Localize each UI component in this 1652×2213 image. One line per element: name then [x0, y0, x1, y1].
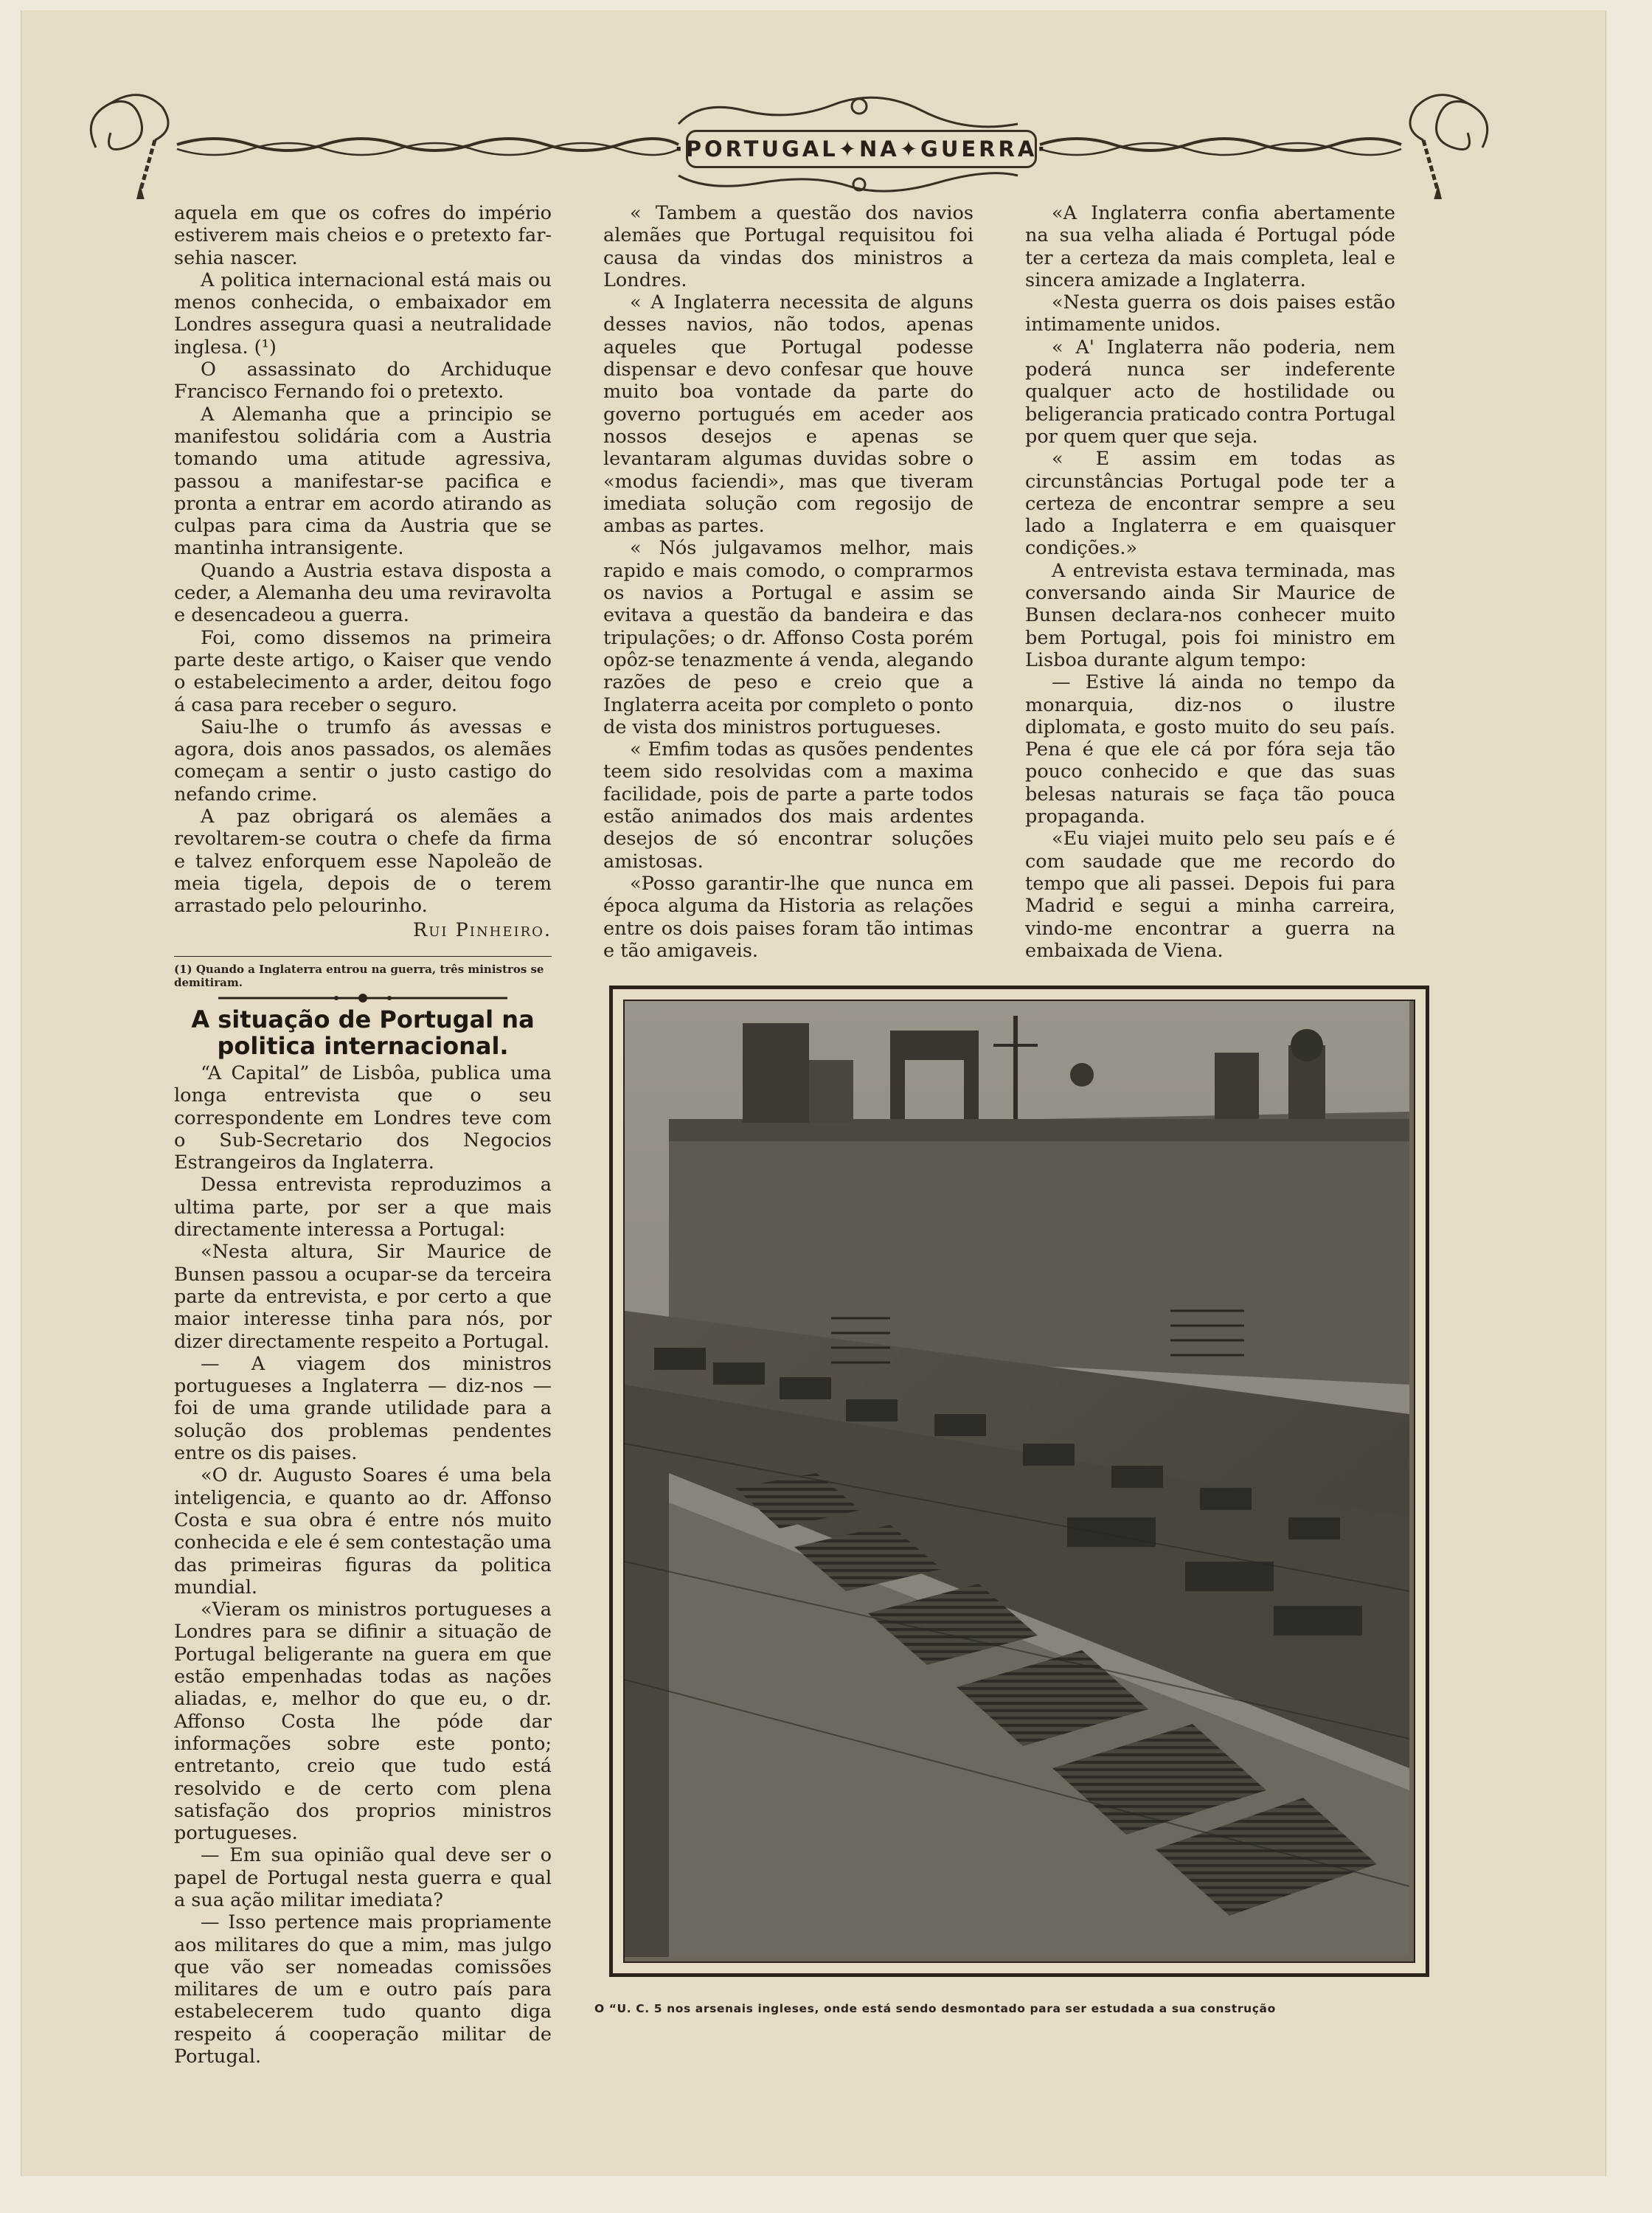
paragraph: «Nesta altura, Sir Maurice de Bunsen passou a ocupar-se da terceira parte da entrevista, e por certo a que maior interesse tinha para nós, por dizer directamente respeito a Portugal. — [174, 1241, 552, 1353]
section-divider — [174, 993, 552, 1003]
paragraph: — Em sua opinião qual deve ser o papel de Portugal nesta guerra e qual a sua ação militar imediata? — [174, 1844, 552, 1911]
paragraph: «A Inglaterra confia abertamente na sua velha aliada é Portugal póde ter a certeza da mais completa, leal e sincera amizade a Inglaterra. — [1025, 202, 1395, 291]
column-1 — [174, 202, 552, 941]
masthead-title: ·PORTUGAL✦NA✦GUERRA· — [674, 136, 1049, 162]
paragraph: « Nós julgavamos melhor, mais rapido e mais comodo, o comprarmos os navios a Portugal e assim se evitava a questão da bandeira e das tripulações; o dr. Affonso Costa porém opôz-se tenazmente á venda, alegando razões de peso e creio que a Inglaterra aceita por completo o ponto de vista dos ministros portugueses. — [603, 537, 974, 738]
column-2 — [603, 202, 974, 962]
paragraph: — Estive lá ainda no tempo da monarquia, diz-nos o ilustre diplomata, e gosto muito do seu país. Pena é que ele cá por fóra seja tão pouco conhecido e que das suas belesas naturais se faça tão pouca propaganda. — [1025, 671, 1395, 828]
paragraph: Dessa entrevista reproduzimos a ultima parte, por ser a que mais directamente interessa a Portugal: — [174, 1174, 552, 1241]
paragraph: « Tambem a questão dos navios alemães que Portugal requisitou foi causa da vindas dos ministros a Londres. — [603, 202, 974, 291]
left-knot — [91, 102, 142, 150]
paragraph: A politica internacional está mais ou menos conhecida, o embaixador em Londres assegura quasi a neutralidade inglesa. (¹) — [174, 269, 552, 359]
paragraph: — Isso pertence mais propriamente aos militares do que a mim, mas julgo que vão ser nomeadas comissões militares de um e outro país para estabelecerem tudo quanto diga respeito á cooperação militar de Portugal. — [174, 1911, 552, 2068]
paragraph: « A' Inglaterra não poderia, nem poderá nunca ser indeferente qualquer acto de hostilidade ou beligerancia praticado contra Portugal por quem quer que seja. — [1025, 336, 1395, 448]
paragraph: « E assim em todas as circunstâncias Portugal pode ter a certeza de encontrar sempre a seu lado a Inglaterra e em quaisquer condições.» — [1025, 448, 1395, 560]
paragraph: aquela em que os cofres do império estiverem mais cheios e o pretexto far-sehia nascer. — [174, 202, 552, 269]
article-body — [174, 1062, 552, 2068]
paragraph: A Alemanha que a principio se manifestou solidária com a Austria tomando uma atitude agressiva, passou a manifestar-se pacifica e pronta a entrar em acordo atirando as culpas para cima da Austria que se mantinha intransigente. — [174, 403, 552, 560]
photo-illustration — [625, 1001, 1409, 1957]
paragraph: A entrevista estava terminada, mas conversando ainda Sir Maurice de Bunsen declara-nos conhecer muito bem Portugal, pois foi ministro em Lisboa durante algum tempo: — [1025, 559, 1395, 671]
paragraph: «O dr. Augusto Soares é uma bela inteligencia, e quanto ao dr. Affonso Costa e sua obra é entre nós muito conhecida e ele é sem contestação uma das primeiras figuras da politica mundial. — [174, 1464, 552, 1599]
submarine-photograph — [623, 1000, 1415, 1963]
masthead-title-box — [674, 130, 1049, 168]
paragraph: « A Inglaterra necessita de alguns desses navios, não todos, apenas aqueles que Portugal podesse dispensar e devo confesar que houve muito boa vontade da parte do governo portugués em aceder aos nossos desejos e apenas se levantaram algumas duvidas sobre o «modus faciendi», mas que tiveram imediata solução com regosijo de ambas as partes. — [603, 291, 974, 538]
paragraph: Foi, como dissemos na primeira parte deste artigo, o Kaiser que vendo o estabelecimento a arder, deitou fogo á casa para receber o seguro. — [174, 626, 552, 716]
paragraph: «Nesta guerra os dois paises estão intimamente unidos. — [1025, 291, 1395, 336]
column-3 — [1025, 202, 1395, 962]
right-knot — [1437, 102, 1488, 150]
paragraph: “A Capital” de Lisbôa, publica uma longa entrevista que o seu correspondente em Londres teve com o Sub-Secretario dos Negocios Estrangeiros da Inglaterra. — [174, 1062, 552, 1174]
paragraph: «Eu viajei muito pelo seu país e é com saudade que me recordo do tempo que ali passei. Depois fui para Madrid e segui a minha carreira, vindo-me encontrar a guerra na embaixada de Viena. — [1025, 828, 1395, 962]
paragraph: Saiu-lhe o trumfo ás avessas e agora, dois anos passados, os alemães começam a sentir o justo castigo do nefando crime. — [174, 716, 552, 806]
paragraph: O assassinato do Archiduque Francisco Fernando foi o pretexto. — [174, 359, 552, 404]
paragraph: — A viagem dos ministros portugueses a Inglaterra — diz-nos — foi de uma grande utilidade para a solução dos problemas pendentes entre os dis paises. — [174, 1352, 552, 1465]
author-signature: Rui Pinheiro. — [413, 918, 552, 941]
photo-caption: O “U. C. 5 nos arsenais ingleses, onde está sendo desmontado para ser estudada a sua construção — [594, 2002, 1276, 2015]
paragraph: «Vieram os ministros portugueses a Londres para se difinir a situação de Portugal beligerante na guera em que estão empenhadas todas as nações aliadas, e, melhor do que eu, o dr. Affonso Costa lhe póde dar informações sobre este ponto; entretanto, creio que tudo está resolvido e de certo com plena satisfação dos proprios ministros portugueses. — [174, 1599, 552, 1845]
paragraph: Quando a Austria estava disposta a ceder, a Alemanha deu uma reviravolta e desencadeou a guerra. — [174, 559, 552, 627]
article-headline: A situação de Portugal na politica internacional. — [191, 1005, 535, 1060]
footnote: (1) Quando a Inglaterra entrou na guerra, três ministros se demitiram. — [174, 956, 552, 989]
paragraph: « Emfim todas as qusões pendentes teem sido resolvidas com a maxima facilidade, pois de parte a parte todos estão animados dos mais ardentes desejos de só encontrar soluções amistosas. — [603, 738, 974, 873]
ornamental-header — [66, 89, 1512, 199]
paragraph: A paz obrigará os alemães a revoltarem-se coutra o chefe da firma e talvez enforquem esse Napoleão de meia tigela, depois de o terem arrastado pelo pelourinho. — [174, 806, 552, 918]
paragraph: «Posso garantir-lhe que nunca em época alguma da Historia as relações entre os dois paises foram tão intimas e tão amigaveis. — [603, 872, 974, 962]
photo-frame — [609, 986, 1429, 1977]
